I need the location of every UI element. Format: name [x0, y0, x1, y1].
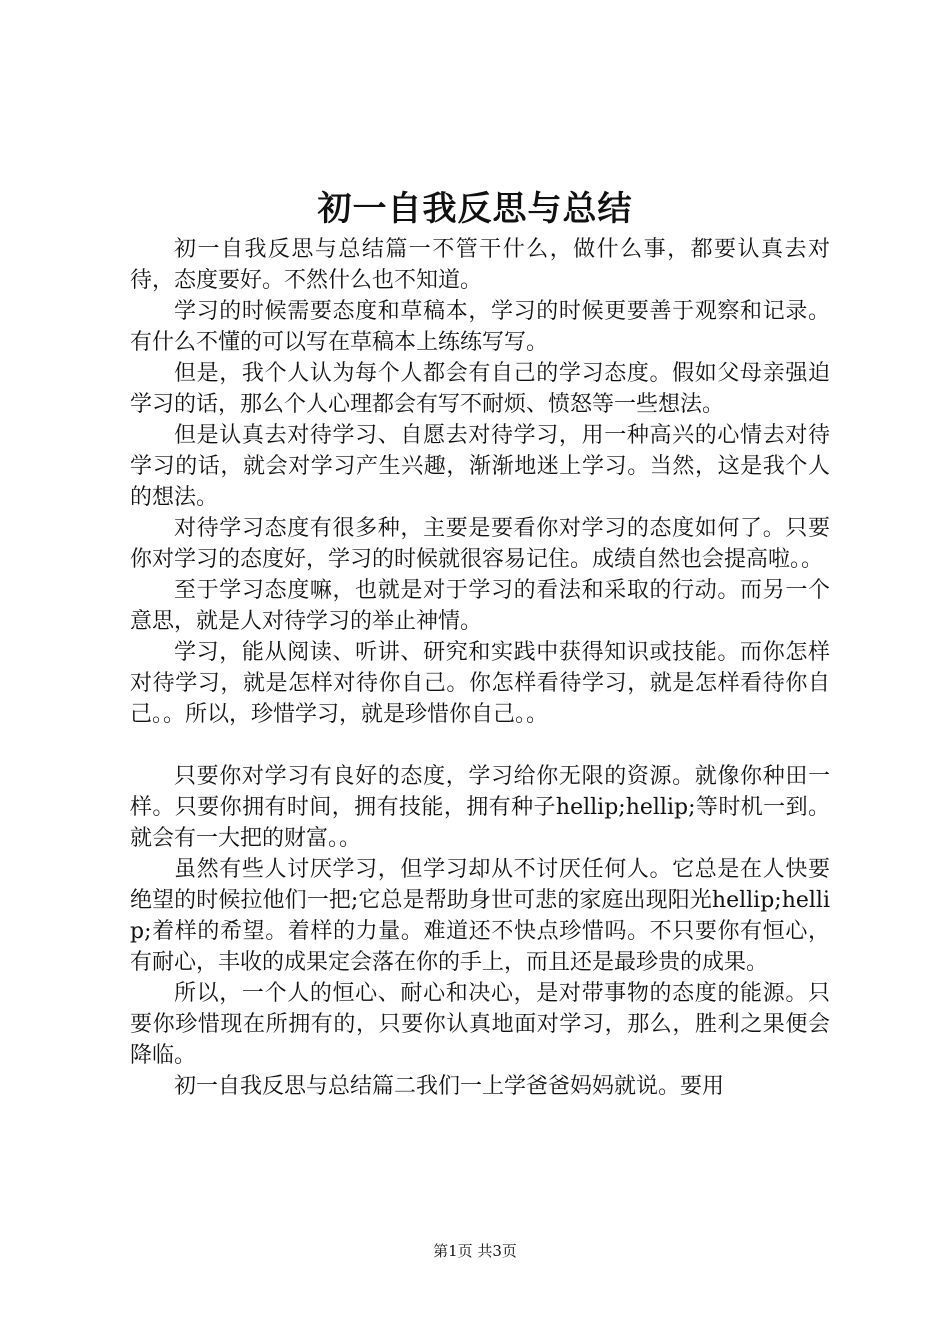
paragraph-6: 至于学习态度嘛，也就是对于学习的看法和采取的行动。而另一个意思，就是人对待学习的举止神情。 [130, 578, 830, 634]
paragraph-4: 但是认真去对待学习、自愿去对待学习，用一种高兴的心情去对待学习的话，就会对学习产生兴趣，渐渐地迷上学习。当然，这是我个人的想法。 [130, 423, 830, 510]
paragraph-7: 学习，能从阅读、听讲、研究和实践中获得知识或技能。而你怎样对待学习，就是怎样对待你自己。你怎样看待学习，就是怎样看待你自己。。所以，珍惜学习，就是珍惜你自己。。 [130, 640, 830, 727]
paragraph-3: 但是，我个人认为每个人都会有自己的学习态度。假如父母亲强迫学习的话，那么个人心理都会有写不耐烦、愤怒等一些想法。 [130, 361, 830, 417]
paragraph-10: 所以，一个人的恒心、耐心和决心，是对带事物的态度的能源。只要你珍惜现在所拥有的，只要你认真地面对学习，那么，胜利之果便会降临。 [130, 981, 830, 1068]
document-title: 初一自我反思与总结 [317, 189, 633, 229]
document-body [130, 234, 830, 1102]
paragraph-8: 只要你对学习有良好的态度，学习给你无限的资源。就像你种田一样。只要你拥有时间，拥有技能，拥有种子hellip;hellip;等时机一到。就会有一大把的财富。。 [130, 764, 830, 851]
paragraph-gap [130, 730, 830, 761]
paragraph-5: 对待学习态度有很多种，主要是要看你对学习的态度如何了。只要你对学习的态度好，学习的时候就很容易记住。成绩自然也会提高啦。。 [130, 516, 830, 572]
page-footer: 第1页 共3页 [433, 1242, 517, 1260]
paragraph-11: 初一自我反思与总结篇二我们一上学爸爸妈妈就说。要用 [174, 1074, 725, 1099]
paragraph-1: 初一自我反思与总结篇一不管干什么，做什么事，都要认真去对待，态度要好。不然什么也不知道。 [130, 237, 830, 293]
paragraph-2: 学习的时候需要态度和草稿本，学习的时候更要善于观察和记录。有什么不懂的可以写在草稿本上练练写写。 [130, 299, 830, 355]
paragraph-9: 虽然有些人讨厌学习，但学习却从不讨厌任何人。它总是在人快要绝望的时候拉他们一把;它总是帮助身世可悲的家庭出现阳光hellip;hellip;着样的希望。着样的力量。难道还不快点珍惜吗。不只要你有恒心，有耐心，丰收的成果定会落在你的手上，而且还是最珍贵的成果。 [130, 857, 830, 975]
